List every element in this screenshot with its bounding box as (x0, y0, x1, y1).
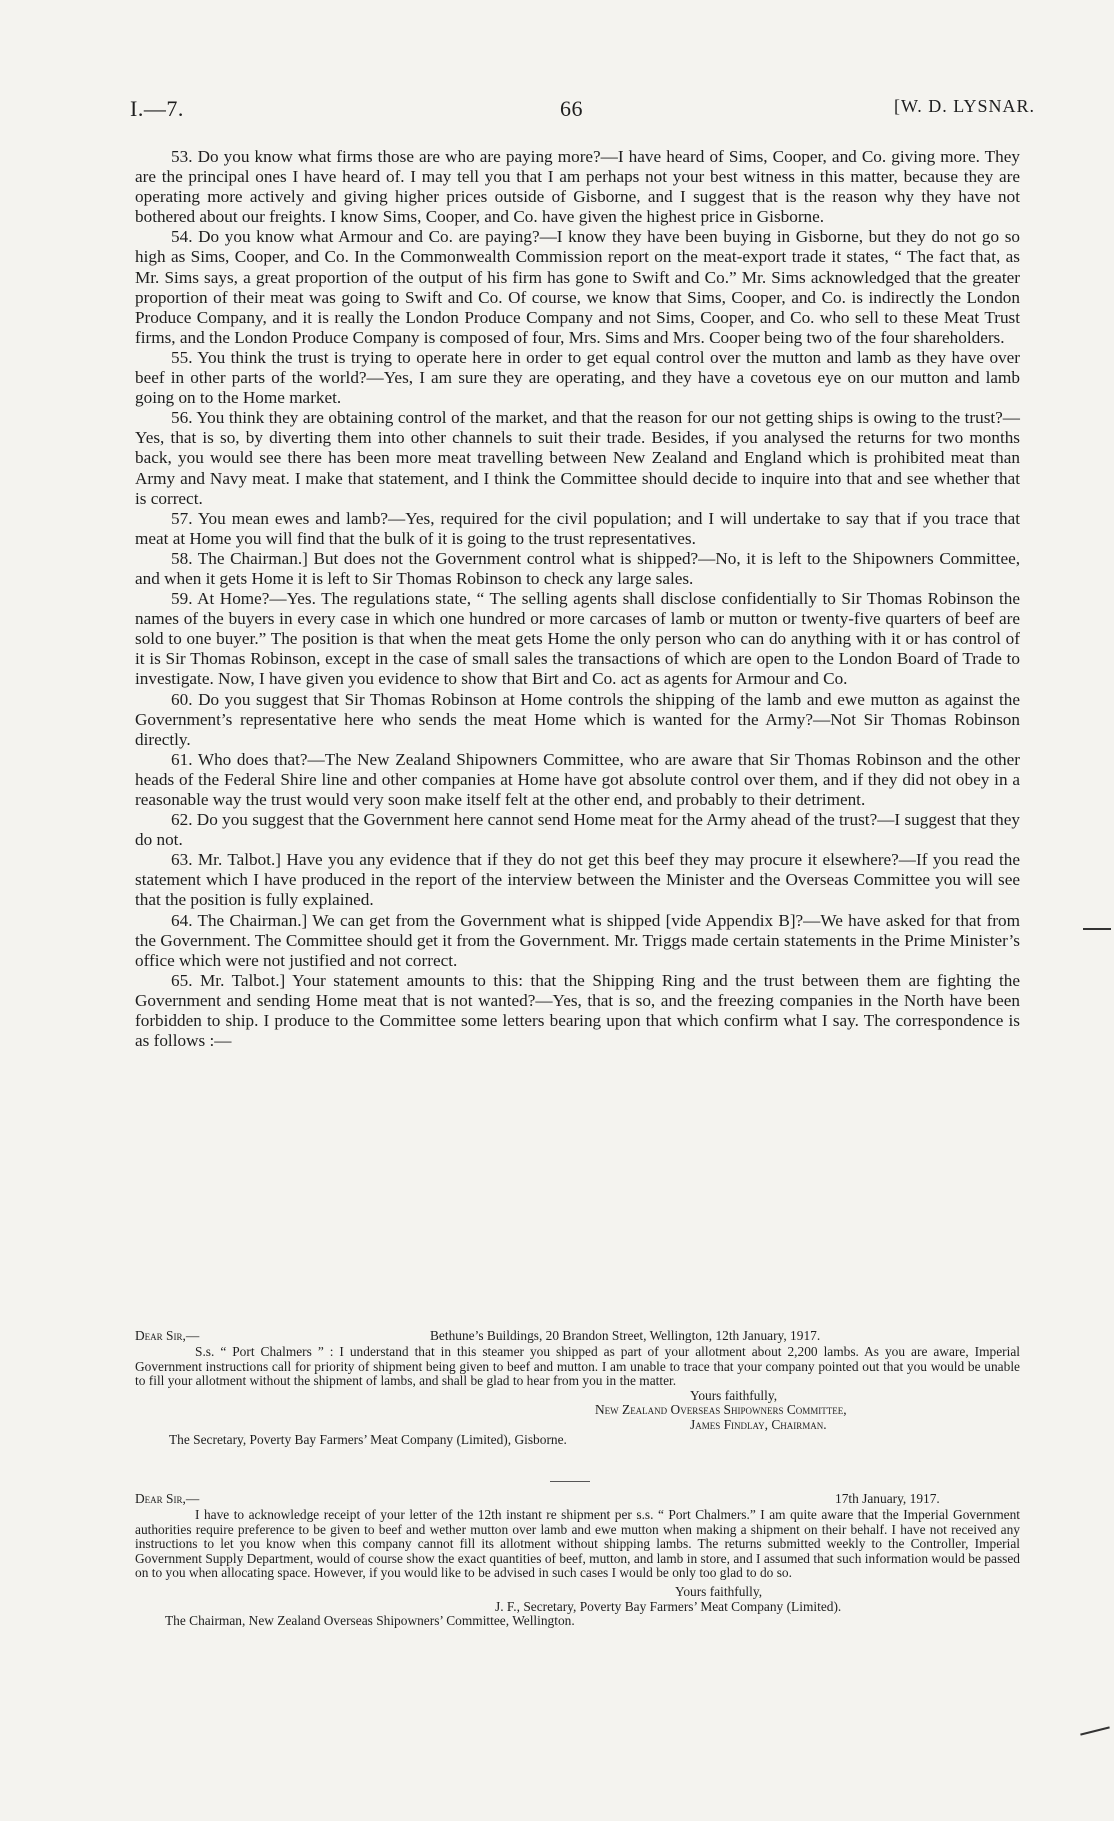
paragraph-57: 57. You mean ewes and lamb?—Yes, required for the civil population; and I will undertake to say that if you trace that meat at Home you will find that the bulk of it is going to the trust representatives. (135, 508, 1020, 548)
paragraph-62: 62. Do you suggest that the Government here cannot send Home meat for the Army ahead of the trust?—I suggest that they do not. (135, 810, 1020, 850)
letter-one-body: S.s. “ Port Chalmers ” : I understand that in this steamer you shipped as part of your allotment about 2,200 lambs. As you are aware, Imperial Government instructions call for priority of shipment being given to beef and mutton. I am unable to trace that your company pointed out that you would be unable to fill your allotment without the shipment of lambs, and shall be glad to hear from you in the matter. (135, 1344, 1020, 1389)
paragraph-64: 64. The Chairman.] We can get from the Government what is shipped [vide Appendix B]?—We have asked for that from the Government. The Committee should get it from the Government. Mr. Triggs made certain statements in the Prime Minister’s office which were not justified and not correct. (135, 910, 1020, 970)
letter-one-closing: Yours faithfully, (690, 1387, 778, 1403)
paragraph-54: 54. Do you know what Armour and Co. are paying?—I know they have been buying in Gisborne, but they do not go so high as Sims, Cooper, and Co. In the Commonwealth Commission report on the meat-export trade it states, “ The fact that, as Mr. Sims says, a great proportion of the output of his firm has gone to Swift and Co.” Mr. Sims acknowledged that the greater proportion of their meat was going to Swift and Co. Of course, we know that Sims, Cooper, and Co. is indirectly the London Produce Company, and it is really the London Produce Company and not Sims, Cooper, and Co. who sell to these Meat Trust firms, and the London Produce Company is composed of four, Mrs. Sims and Mrs. Cooper being two of the four shareholders. (135, 227, 1020, 347)
paragraph-63: 63. Mr. Talbot.] Have you any evidence that if they do not get this beef they may procure it elsewhere?—If you read the statement which I have produced in the report of the interview between the Minister and the Overseas Committee you will see that the position is fully explained. (135, 850, 1020, 910)
witness-name: [W. D. LYSNAR. (893, 96, 1035, 116)
paragraph-65: 65. Mr. Talbot.] Your statement amounts to this: that the Shipping Ring and the trust between them are fighting the Government and sending Home meat that is not wanted?—Yes, that is so, and the freezing companies in the North have been forbidden to ship. I produce to the Committee some letters bearing upon that which confirm what I say. The correspondence is as follows :— (135, 970, 1020, 1051)
letter-one-signatory: James Findlay, Chairman. (690, 1416, 827, 1432)
letter-divider (550, 1481, 590, 1482)
evidence-body (135, 147, 1020, 1051)
page-number: 66 (560, 96, 583, 121)
letter-one (135, 1329, 1020, 1447)
paragraph-60: 60. Do you suggest that Sir Thomas Robinson at Home controls the shipping of the lamb and ewe mutton as against the Government’s representative here who sends the meat Home which is wanted for the Army?—Not Sir Thomas Robinson directly. (135, 689, 1020, 749)
letter-two-date: 17th January, 1917. (835, 1491, 940, 1506)
letter-one-heading-row (135, 1329, 1020, 1345)
letter-two (135, 1492, 1020, 1629)
paragraph-56: 56. You think they are obtaining control of the market, and that the reason for our not getting ships is owing to the trust?—Yes, that is so, by diverting them into other channels to suit their trade. Besides, if you analysed the returns for two months back, you would see there has been more meat travelling between New Zealand and England which is prohibited meat than Army and Navy meat. I make that statement, and I think the Committee should decide to inquire into that and see whether that is correct. (135, 408, 1020, 508)
letter-two-heading-row (135, 1492, 1020, 1508)
letter-one-addressee: The Secretary, Poverty Bay Farmers’ Meat Company (Limited), Gisborne. (169, 1431, 567, 1447)
letter-two-addressee: The Chairman, New Zealand Overseas Shipowners’ Committee, Wellington. (165, 1613, 575, 1629)
paragraph-59: 59. At Home?—Yes. The regulations state, “ The selling agents shall disclose confidentially to Sir Thomas Robinson the names of the buyers in every case in which one hundred or more carcases of lamb or mutton or twenty-five quarters of beef are sold to one buyer.” The position is that when the meat gets Home the only person who can do anything with it or has control of it is Sir Thomas Robinson, except in the case of small sales the transactions of which are open to the London Board of Trade to investigate. Now, I have given you evidence to show that Birt and Co. act as agents for Armour and Co. (135, 589, 1020, 689)
margin-stroke (1080, 1726, 1110, 1735)
letter-one-address: Bethune’s Buildings, 20 Brandon Street, Wellington, 12th January, 1917. (430, 1328, 821, 1343)
margin-mark (1083, 928, 1111, 930)
paragraph-55: 55. You think the trust is trying to operate here in order to get equal control over the mutton and lamb as they have over beef in other parts of the world?—Yes, I am sure they are operating, and they have a covetous eye on our mutton and lamb going on to the Home market. (135, 347, 1020, 408)
paragraph-58: 58. The Chairman.] But does not the Government control what is shipped?—No, it is left to the Shipowners Committee, and when it gets Home it is left to Sir Thomas Robinson to check any large sales. (135, 548, 1020, 588)
letter-two-salutation: Dear Sir,— (135, 1491, 200, 1506)
letter-two-signatory: J. F., Secretary, Poverty Bay Farmers’ Meat Company (Limited). (495, 1598, 842, 1614)
letter-two-body: I have to acknowledge receipt of your letter of the 12th instant re shipment per s.s. “ Port Chalmers.” I am quite aware that the Imperial Government authorities require preference to be given to beef and wether mutton over lamb and ewe mutton when making a shipment on their behalf. I have not received any instructions to let you know when this company cannot fill its allotment without shipping lambs. The returns submitted weekly to the Controller, Imperial Government Supply Department, would of course show the exact quantities of beef, mutton, and lamb in store, and I assumed that such information would be passed on to you when allocating space. However, if you would like to be advised in such cases I would be only too glad to do so. (135, 1507, 1020, 1581)
paragraph-53: 53. Do you know what firms those are who are paying more?—I have heard of Sims, Cooper, and Co. giving more. They are the principal ones I have heard of. I may tell you that I am perhaps not your best witness in this matter, because they are operating more actively and giving higher prices outside of Gisborne, and I suggest that is the reason why they have not bothered about our freights. I know Sims, Cooper, and Co. have given the highest price in Gisborne. (135, 147, 1020, 227)
letter-two-closing: Yours faithfully, (675, 1583, 763, 1599)
paragraph-61: 61. Who does that?—The New Zealand Shipowners Committee, who are aware that Sir Thomas Robinson and the other heads of the Federal Shire line and other companies at Home have got absolute control over them, and if they did not obey in a reasonable way the trust would very soon make itself felt at the other end, and probably to their detriment. (135, 749, 1020, 809)
letter-one-salutation: Dear Sir,— (135, 1328, 200, 1343)
page-header (130, 96, 1035, 130)
document-reference: I.—7. (130, 96, 184, 121)
letter-one-organisation: New Zealand Overseas Shipowners Committee, (595, 1402, 847, 1418)
